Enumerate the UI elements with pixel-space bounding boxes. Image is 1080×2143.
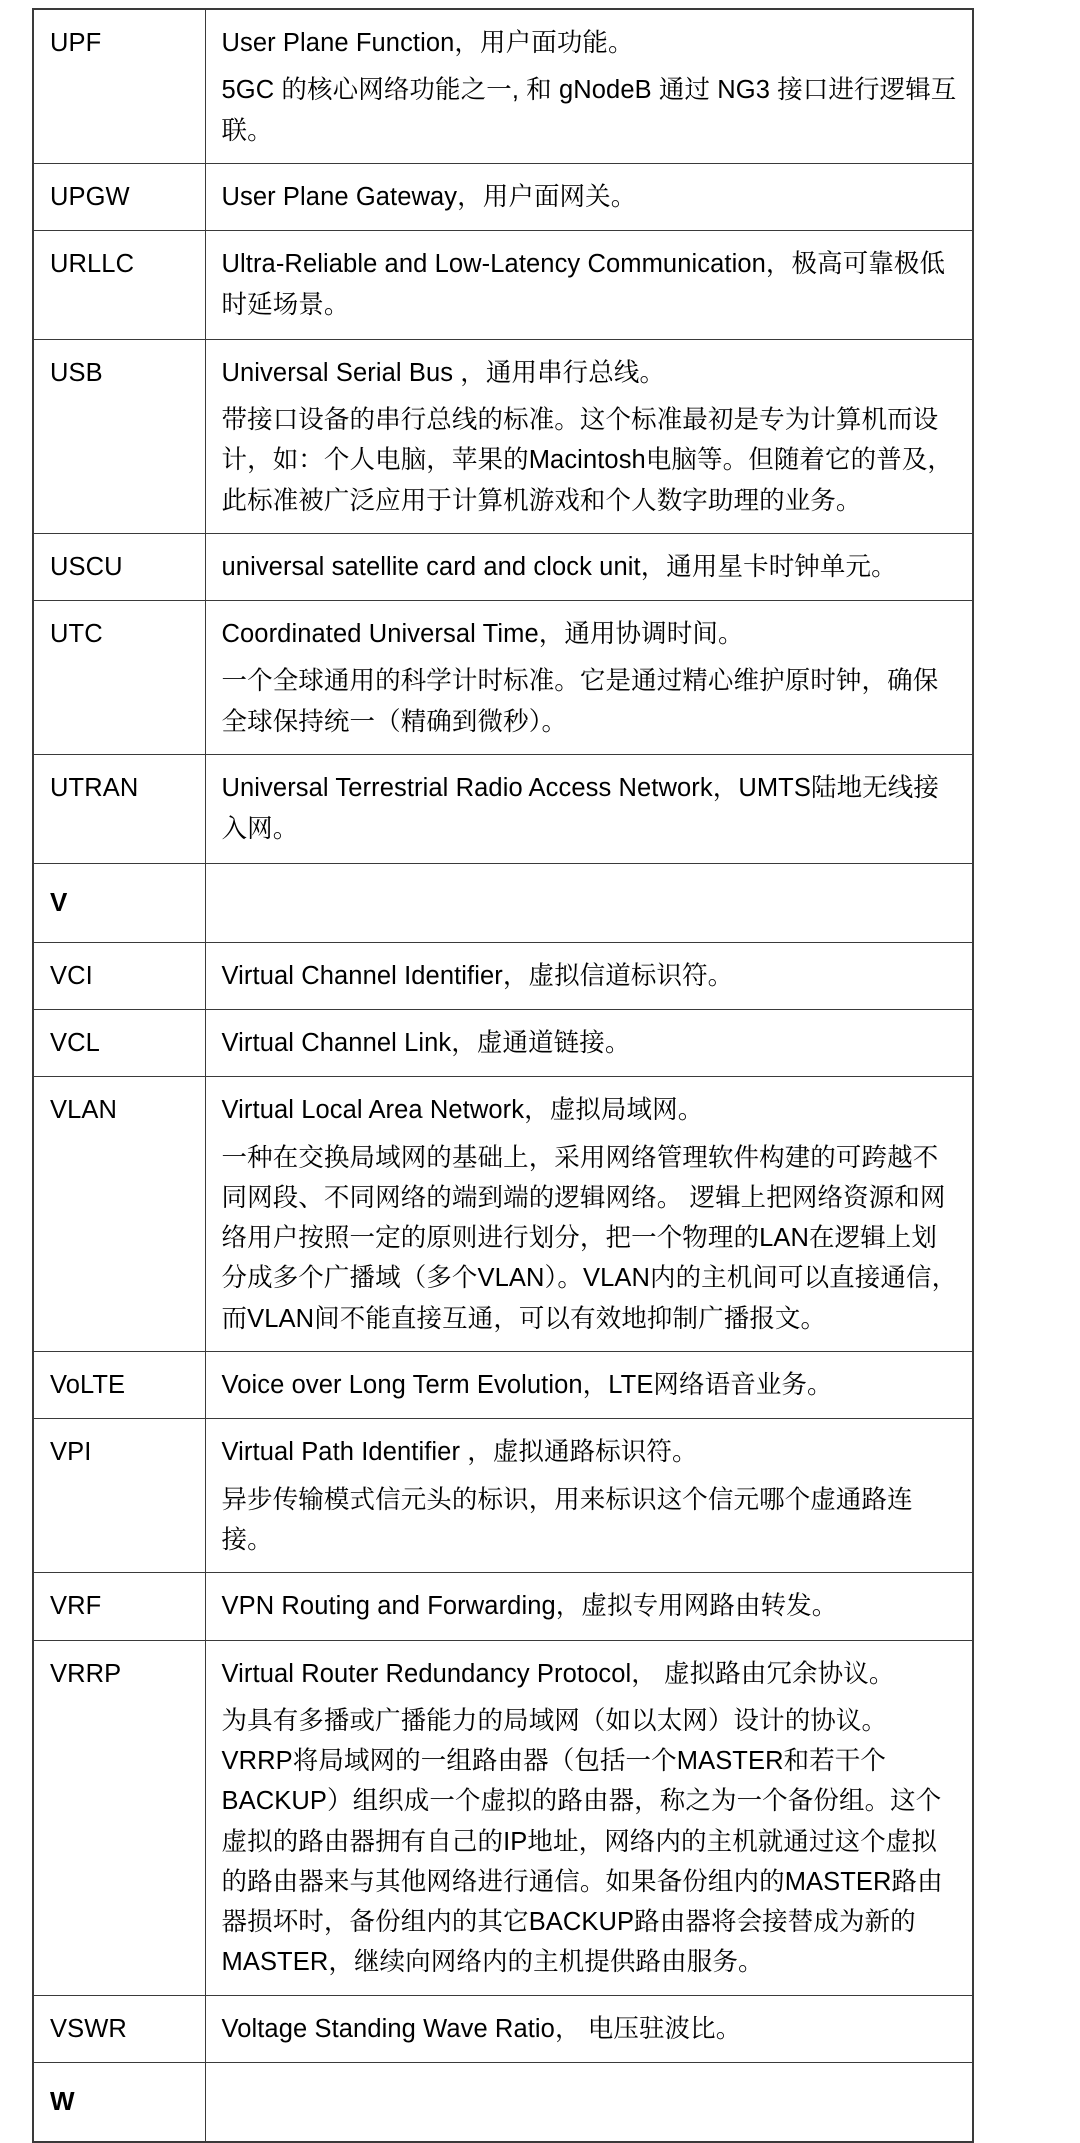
definition-expansion: Virtual Channel Identifier，虚拟信道标识符。	[221, 961, 734, 990]
term-cell: UPF	[33, 9, 205, 163]
definition-detail: 一种在交换局域网的基础上，采用网络管理软件构建的可跨越不同网段、不同网络的端到端的逻辑网络。 逻辑上把网络资源和网络用户按照一定的原则进行划分，把一个物理的LAN在逻辑上划分成多个广播域（多个VLAN）。VLAN内的主机间可以直接通信，而VLAN间不能直接互通，可以有效地抑制广播报文。	[221, 1143, 958, 1333]
table-row	[33, 1995, 973, 2062]
term-cell: URLLC	[33, 231, 205, 340]
glossary-table-body	[33, 9, 973, 2142]
term-cell: VoLTE	[33, 1352, 205, 1419]
term-cell: VSWR	[33, 1995, 205, 2062]
term-cell: VRRP	[33, 1640, 205, 1995]
definition-cell	[205, 1352, 973, 1419]
definition-expansion: Voltage Standing Wave Ratio， 电压驻波比。	[221, 2014, 742, 2043]
definition-expansion: User Plane Gateway，用户面网关。	[221, 182, 637, 211]
definition-expansion: Virtual Path Identifier ，虚拟通路标识符。	[221, 1438, 698, 1467]
table-row	[33, 601, 973, 755]
table-row	[33, 163, 973, 230]
table-row	[33, 1010, 973, 1077]
definition-cell	[205, 9, 973, 163]
definition-expansion: Universal Terrestrial Radio Access Network，UMTS陆地无线接入网。	[221, 774, 939, 844]
definition-expansion: User Plane Function，用户面功能。	[221, 29, 634, 57]
definition-cell	[205, 942, 973, 1009]
section-empty-cell	[205, 863, 973, 942]
term-cell: UTRAN	[33, 755, 205, 864]
term-cell: VLAN	[33, 1077, 205, 1352]
table-row	[33, 339, 973, 533]
glossary-table	[32, 8, 974, 2143]
definition-expansion: Voice over Long Term Evolution，LTE网络语音业务。	[221, 1371, 833, 1400]
definition-expansion: Virtual Channel Link，虚通道链接。	[221, 1029, 631, 1058]
table-row	[33, 1419, 973, 1573]
definition-detail: 为具有多播或广播能力的局域网（如以太网）设计的协议。VRRP将局域网的一组路由器（包括一个MASTER和若干个BACKUP）组织成一个虚拟的路由器，称之为一个备份组。这个虚拟的路由器拥有自己的IP地址，网络内的主机就通过这个虚拟的路由器来与其他网络进行通信。如果备份组内的MASTER路由器损坏时，备份组内的其它BACKUP路由器将会接替成为新的MASTER，继续向网络内的主机提供路由服务。	[221, 1706, 943, 1977]
term-cell: USCU	[33, 533, 205, 600]
term-cell: VCL	[33, 1010, 205, 1077]
section-header-row	[33, 863, 973, 942]
definition-expansion: Ultra-Reliable and Low-Latency Communication，极高可靠极低时延场景。	[221, 250, 946, 320]
definition-expansion: Coordinated Universal Time，通用协调时间。	[221, 620, 744, 649]
term-cell: VPI	[33, 1419, 205, 1573]
definition-cell	[205, 1010, 973, 1077]
definition-cell	[205, 755, 973, 864]
section-empty-cell	[205, 2063, 973, 2143]
table-row	[33, 1573, 973, 1640]
definition-expansion: Virtual Router Redundancy Protocol， 虚拟路由冗余协议。	[221, 1659, 895, 1688]
definition-expansion: Universal Serial Bus ，通用串行总线。	[221, 358, 666, 387]
table-row	[33, 231, 973, 340]
term-cell: USB	[33, 339, 205, 533]
definition-cell	[205, 601, 973, 755]
definition-detail: 带接口设备的串行总线的标准。这个标准最初是专为计算机而设计，如：个人电脑，苹果的Macintosh电脑等。但随着它的普及，此标准被广泛应用于计算机游戏和个人数字助理的业务。	[221, 406, 954, 515]
section-letter: V	[33, 863, 205, 942]
definition-detail: 异步传输模式信元头的标识，用来标识这个信元哪个虚通路连接。	[221, 1485, 913, 1554]
definition-cell	[205, 1077, 973, 1352]
definition-cell	[205, 1573, 973, 1640]
table-row	[33, 533, 973, 600]
definition-expansion: VPN Routing and Forwarding，虚拟专用网路由转发。	[221, 1592, 838, 1621]
table-row	[33, 1077, 973, 1352]
definition-cell	[205, 339, 973, 533]
term-cell: VCI	[33, 942, 205, 1009]
term-cell: UPGW	[33, 163, 205, 230]
definition-cell	[205, 231, 973, 340]
term-cell: VRF	[33, 1573, 205, 1640]
definition-expansion: universal satellite card and clock unit，通用星卡时钟单元。	[221, 552, 897, 581]
definition-detail: 一个全球通用的科学计时标准。它是通过精心维护原时钟，确保全球保持统一（精确到微秒）。	[221, 667, 939, 736]
section-letter: W	[33, 2063, 205, 2143]
term-cell: UTC	[33, 601, 205, 755]
definition-cell	[205, 1640, 973, 1995]
definition-expansion: Virtual Local Area Network，虚拟局域网。	[221, 1096, 704, 1125]
definition-detail: 5GC 的核心网络功能之一, 和 gNodeB 通过 NG3 接口进行逻辑互联。	[221, 76, 957, 145]
definition-cell	[205, 533, 973, 600]
table-row	[33, 1640, 973, 1995]
section-header-row	[33, 2063, 973, 2143]
table-row	[33, 1352, 973, 1419]
definition-cell	[205, 1419, 973, 1573]
definition-cell	[205, 163, 973, 230]
table-row	[33, 942, 973, 1009]
table-row	[33, 755, 973, 864]
table-row	[33, 9, 973, 163]
definition-cell	[205, 1995, 973, 2062]
